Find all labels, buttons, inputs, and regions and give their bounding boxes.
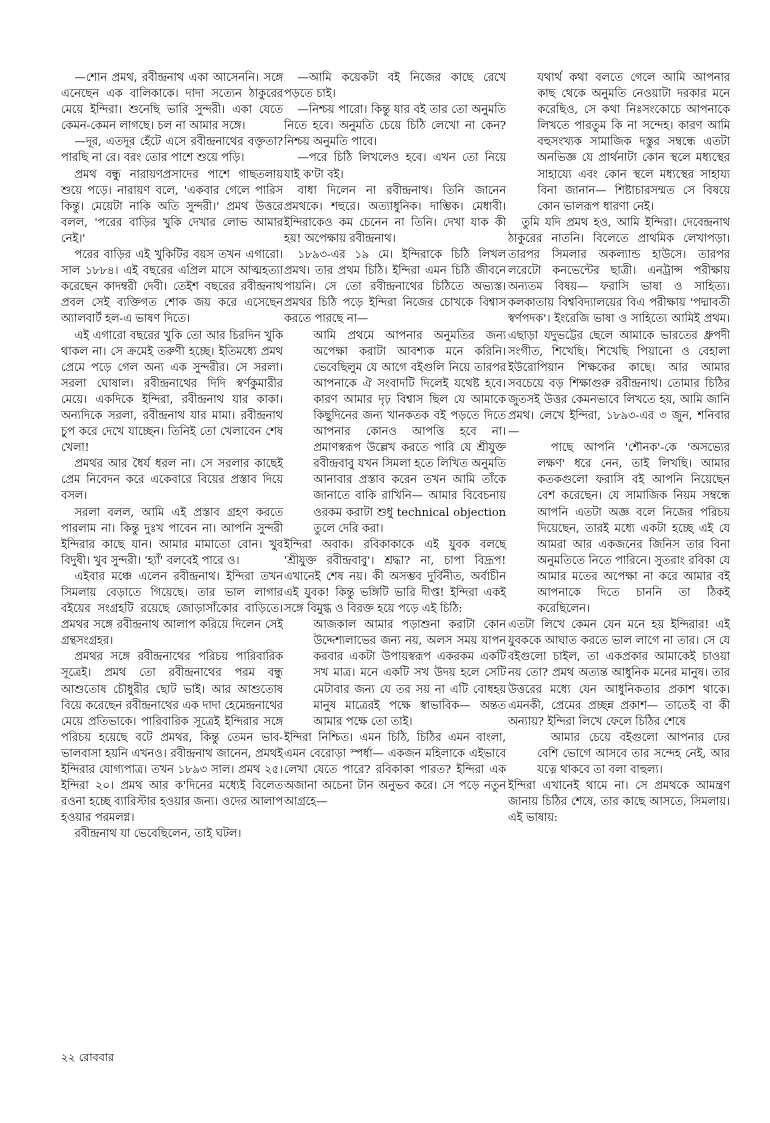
text-column-2 — [284, 70, 506, 810]
paragraph: এই এগারো বছরের খুকি তো আর চিরদিন খুকি থাকল না। সে ক্রমেই তরুণী হচ্ছে। ইতিমধ্যে প্রমথ প্রেমে পড়ে গেল অন্য এক সুন্দরীর। সে সরলা। সরলা ঘোষাল। রবীন্দ্রনাথের দিদি স্বর্ণকুমারীর মেয়ে। একদিকে ইন্দিরা, রবীন্দ্রনাথ যার কাকা। অন্যদিকে সরলা, রবীন্দ্রনাথ যার মামা। রবীন্দ্রনাথ চুপ করে দেখে যাচ্ছেন। তিনিই তো খেলাবেন শেষ খেলা! — [61, 328, 283, 455]
paragraph: —আমি কয়েকটা বই নিজের কাছে রেখে পড়তে চাই। — [284, 71, 506, 101]
paragraph: —দূর, এতদূর হেঁটে এসে রবীন্দ্রনাথের বক্তৃতা? পারছি না রে। বরং তোর পাশে শুয়ে পড়ি। — [61, 135, 283, 165]
paragraph: —নিশ্চয় পারো। কিন্তু যার বই তার তো অনুমতি নিতে হবে। অনুমতি চেয়ে চিঠি লেখো না কেন? নিশ্চয় অনুমতি পাবে। — [284, 103, 506, 149]
paragraph: সরলা বলল, আমি এই প্রস্তাব গ্রহণ করতে পারলাম না। কিন্তু দুঃখ পাবেন না। আপনি সুন্দরী ইন্দিরার কাছে যান। আমার মামাতো বোন। খুব বিদুষী। খুব সুন্দরী। 'হ্যাঁ' বলবেই পারে ও। — [61, 505, 283, 567]
paragraph: এইবার মঞ্চে এলেন রবীন্দ্রনাথ। ইন্দিরা তখন সিমলায় বেড়াতে গিয়েছে। তার ভাল লাগার বইয়ের সংগ্রহটি রয়েছে জোড়াসাঁকোর বাড়িতে। প্রমথর সঙ্গে রবীন্দ্রনাথ আলাপ করিয়ে দিলেন সেই গ্রন্থসংগ্রহর। — [61, 569, 283, 648]
paragraph: ১৮৯৩-এর ১৯ মে। ইন্দিরাকে চিঠি লিখল প্রমথ। তার প্রথম চিঠি। ইন্দিরা এমন চিঠি জীবনে পায়নি। সে তো রবীন্দ্রনাথের চিঠিতে অভ্যস্ত। প্রমথর চিঠি পড়ে ইন্দিরা নিজের চোখকে বিশ্বাস করতে পারছে না— — [284, 248, 506, 326]
paragraph: প্রমথর আর ধৈর্য ধরল না। সে সরলার কাছেই প্রেম নিবেদন করে একেবারে বিয়ের প্রস্তাব দিয়ে বসল। — [61, 457, 283, 503]
paragraph: বাধা দিলেন না রবীন্দ্রনাথ। তিনি জানেন প্রমথকে। শহুরে। অত্যাধুনিক। দাম্ভিক। মেধাবী। ইন্দিরাকেও কম চেনেন না তিনি। দেখা যাক কী হয়! অপেক্ষায় রবীন্দ্রনাথ। — [284, 183, 506, 245]
paragraph: ইন্দিরা এখানেই থামে না। সে প্রমথকে আমন্ত্রণ জানায় চিঠির শেষে, তার কাছে আসতে, সিমলায়। এই ভাষায়: — [508, 779, 730, 825]
paragraph: —শোন প্রমথ, রবীন্দ্রনাথ একা আসেননি। সঙ্গে এনেছেন এক বালিকাকে। দাদা সত্যেন ঠাকুরের মেয়ে ইন্দিরা। শুনেছি ভারি সুন্দরী। একা যেতে কেমন-কেমন লাগছে। চল না আমার সঙ্গে। — [61, 71, 283, 133]
paragraph: তুমি যদি প্রমথ হও, আমি ইন্দিরা। দেবেন্দ্রনাথ ঠাকুরের নাতনি। বিলেতে প্রাথমিক লেখাপড়া। তারপর সিমলার অকল্যান্ড হাউসে। তারপর লরেটো কনভেন্টের ছাত্রী। এনট্রান্স পরীক্ষায় অন্যতম বিষয়— ফরাসি ভাষা ও সাহিত্য। কলকাতায় বিশ্ববিদ্যালয়ের বিএ পরীক্ষায় 'পদ্মাবতী স্বর্ণপদক'। ইংরেজি ভাষা ও সাহিত্যে আমিই প্রথম। এছাড়া যদুভট্টের ছেলে আমাকে ভারতের ধ্রুপদী সংগীত, শিখেছি। শিখেছি পিয়ানো ও বেহালা ইউরোপিয়ান শিক্ষকের কাছে। আর আমার সবচেয়ে বড় শিক্ষাগুরু রবীন্দ্রনাথ। তোমার চিঠির জুতসই উত্তর কেমনভাবে লিখতে হয়, আমি জানি প্রমথ। লেখে ইন্দিরা, ১৮৯৩-এর ৩ জুন, শনিবার— — [508, 215, 730, 439]
paragraph: ইন্দিরা অবাক। রবিকাকাকে এই যুবক বলছে 'শ্রীযুক্ত রবীন্দ্রবাবু'। শ্রদ্ধা? না, চাপা বিদ্রূপ! এখানেই শেষ নয়। কী অসম্ভব দুর্বিনীত, অর্বাচীন এই যুবক! কিন্তু ভঙ্গিটি ভারি দীপ্ত! ইন্দিরা একই সঙ্গে বিমুগ্ধ ও বিরক্ত হয়ে পড়ে এই চিঠি: — [284, 537, 506, 616]
paragraph: রবীন্দ্রনাথ যা ভেবেছিলেন, তাই ঘটল। — [74, 827, 242, 841]
quoted-letter-paragraph: আমি প্রথমে আপনার অনুমতির জন্য অপেক্ষা করাটা আবশ্যক মনে করিনি। ভেবেছিলুম যে আগে বইগুলি নিয়ে তারপর আপনাকে ঐ সংবাদটি দিলেই যথেষ্ট হবে। কারণ আমার দৃঢ় বিশ্বাস ছিল যে আমাকে কিছুদিনের জন্য খানকতক বই পড়তে দিতে আপনার কোনও আপত্তি হবে না। প্রমাণস্বরূপ উল্লেখ করতে পারি যে শ্রীযুক্ত রবীন্দ্রবাবু যখন সিমলা হতে লিখিত অনুমতি আনাবার প্রস্তাব করেন তখন আমি তাঁকে জানাতে বাকি রাখিনি— আমার বিবেচনায় ওরকম করাটা শুধু technical objection তুলে দেরি করা। — [313, 328, 506, 535]
paragraph: পরের বাড়ির এই খুকিটির বয়স তখন এগারো। সাল ১৮৮৪। এই বছরের এপ্রিল মাসে আত্মহত্যা করেছেন কাদম্বরী দেবী। তেইশ বছরের রবীন্দ্রনাথ প্রবল সেই ব্যক্তিগত শোক জয় করে এসেছেন অ্যালবার্ট হল-এ ভাষণ দিতে। — [61, 248, 283, 326]
quoted-letter-paragraph: আমার চেয়ে বইগুলো আপনার ঢের বেশি ভোগে আসবে তার সন্দেহ নেই, আর যত্নে থাকবে তা বলা বাহুল্য। — [537, 730, 730, 777]
paragraph: প্রমথ বন্ধু নারায়ণপ্রসাদের পাশে গাছতলায় শুয়ে পড়ে। নারায়ণ বলে, 'একবার গেলে পারিস কিন্তু। মেয়েটা নাকি অতি সুন্দরী।' প্রমথ উত্তরে বলল, 'পরের বাড়ির খুকি দেখার লোভ আমার নেই।' — [61, 167, 283, 245]
paragraph: প্রমথর সঙ্গে রবীন্দ্রনাথের পরিচয় পারিবারিক সূত্রেই। প্রমথ তো রবীন্দ্রনাথের পরম বন্ধু আশুতোষ চৌধুরীর ছোট ভাই। আর আশুতোষ বিয়ে করেছেন রবীন্দ্রনাথের এক দাদা হেমেন্দ্রনাথের মেয়ে প্রতিভাকে। পারিবারিক সূত্রেই ইন্দিরার সঙ্গে পরিচয় হয়েছে বটে প্রমথর, কিন্তু তেমন ভাব-ভালবাসা হয়নি এখনও। রবীন্দ্রনাথ জানেন, প্রমথই ইন্দিরার যোগ্যপাত্র। তখন ১৮৯৩ সাল। প্রমথ ২৫। ইন্দিরা ২০। প্রমথ আর ক'দিনের মধ্যেই বিলেত রওনা হচ্ছে ব্যারিস্টার হওয়ার জন্য। ওদের আলাপ হওয়ার পরমলগ্ন। — [61, 650, 283, 825]
quoted-letter-paragraph: পাছে আপনি 'শৌনক'-কে 'অসভ্যের লক্ষণ' ধরে নেন, তাই লিখছি। আমার কতকগুলো ফরাসি বই আপনি নিয়েছেন বেশ করেছেন। যে সামাজিক নিয়ম সম্বন্ধে আপনি এতটা অজ্ঞ বলে নিজের পরিচয় দিয়েছেন, তারই মধ্যে একটা হচ্ছে এই যে আমরা আর একজনের জিনিস তার বিনা অনুমতিতে নিতে পারিনে। সুতরাং রবিকা যে আমার মতের অপেক্ষা না করে আমার বই আপনাকে দিতে চাননি তা ঠিকই করেছিলেন। — [537, 441, 730, 616]
paragraph: এতটা লিখে কেমন যেন মনে হয় ইন্দিরার! এই যুবককে আঘাত করতে ভাল লাগে না তার। সে যে বইগুলো চাইল, তা একপ্রকার আমাকেই চাওয়া নয় তো? প্রমথ অত্যন্ত আধুনিক মনের মানুষ। তার উত্তরের মধ্যে যেন আধুনিকতার প্রকাশ থাকে। এমনকী, প্রেমের প্রচ্ছন্ন প্রকাশ— তাতেই বা কী অন্যায়? ইন্দিরা লিখে ফেলে চিঠির শেষে — [508, 618, 730, 728]
paragraph: ইন্দিরা নিশ্চিত। এমন চিঠি, চিঠির এমন বাংলা, এমন বেরোড়া স্পর্ধা— একজন মহিলাকে এইভাবে লেখা যেতে পারে? রবিকাকা পারত? ইন্দিরা এক অজানা অচেনা টান অনুভব করে। সে পড়ে নতুন আগ্রহে— — [284, 730, 506, 809]
paragraph: —পরে চিঠি লিখলেও হবে। এখন তো নিয়ে যাই ক'টা বই। — [284, 151, 506, 181]
text-column-3 — [508, 70, 730, 826]
page-number: ২২ — [61, 1051, 76, 1064]
section-name: রোববার — [78, 1051, 115, 1064]
quoted-letter-paragraph: যথার্থ কথা বলতে গেলে আমি আপনার কাছ থেকে অনুমতি নেওয়াটা দরকার মনে করেছিও, সে কথা নিঃসংকোচে আপনাকে লিখতে পারতুম কি না সন্দেহ। কারণ আমি বহুসংখ্যক সামাজিক দস্তুর সম্বন্ধে এতটা অনভিজ্ঞ যে প্রার্থনাটা কোন স্থলে মধ্যস্থের সাহায্যে এবং কোন স্থলে মধ্যস্থের সাহায্য বিনা জানান— শিষ্টাচারসম্মত সে বিষয়ে কোন ভালরূপ ধারণা নেই। — [537, 71, 730, 213]
text-column-1 — [61, 70, 283, 843]
quoted-letter-paragraph: আজকাল আমার পড়াশুনা করাটা কোন উদ্দেশ্যলাভের জন্য নয়, অলস সময় যাপন করবার একটা উপায়স্বরূপ একরকম একটি সখ মাত্র। মনে একটি সখ উদয় হলে সেটি মেটাবার জন্য যে তর সয় না এটি বোধহয় মানুষ মাত্রেরই পক্ষে স্বাভাবিক— অন্তত আমার পক্ষে তো তাই। — [313, 618, 506, 728]
page-footer — [61, 1049, 114, 1068]
